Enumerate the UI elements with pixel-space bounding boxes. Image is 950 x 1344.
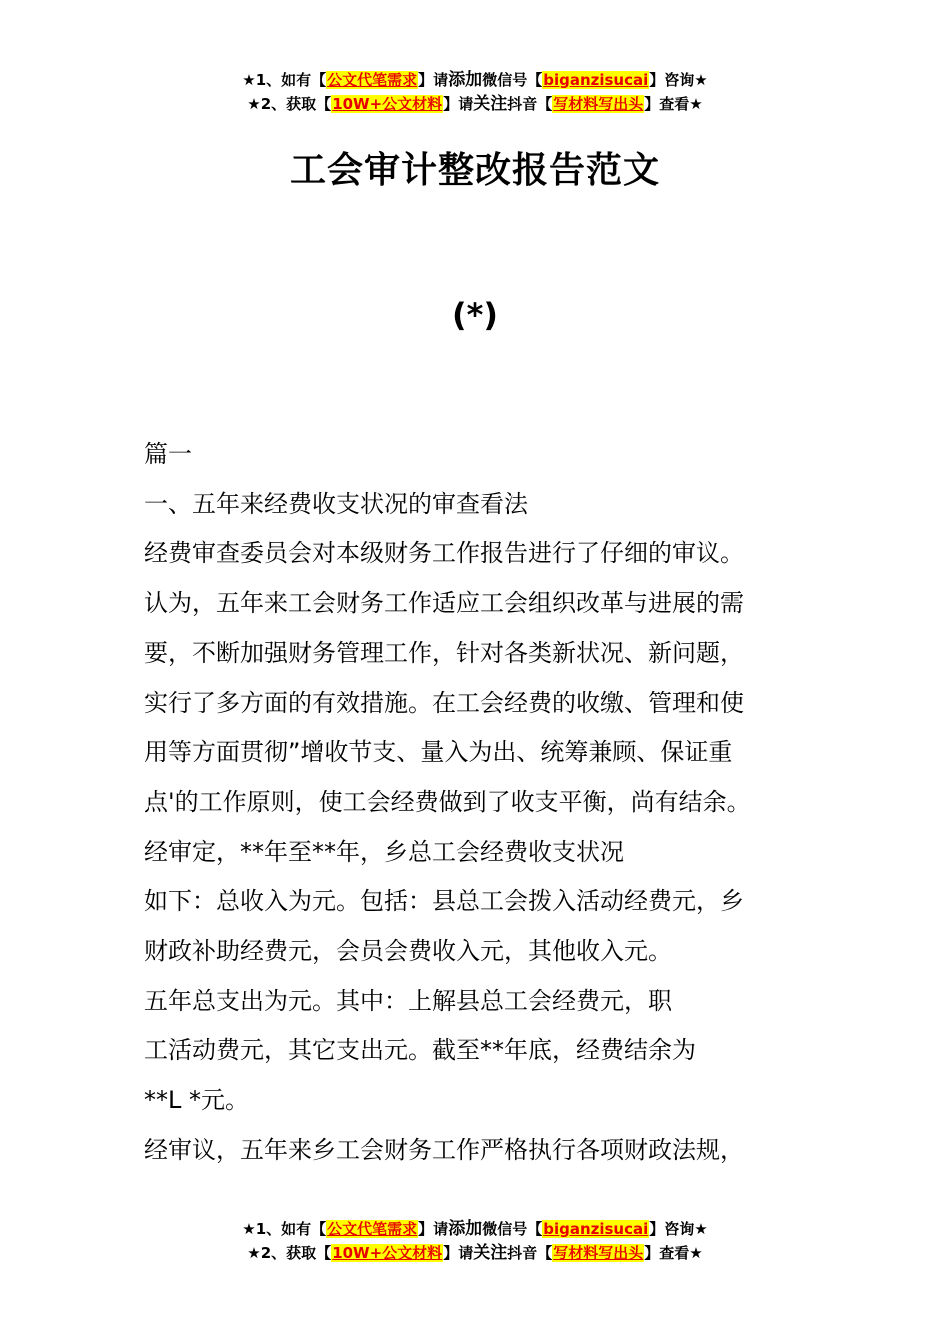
body-line: 如下：总收入为元。包括：县总工会拨入活动经费元，乡 — [144, 887, 744, 916]
body-line: 一、五年来经费收支状况的审查看法 — [144, 489, 528, 518]
highlight-wechat-id: biganzisucai — [543, 1220, 649, 1238]
body-line: 经审议，五年来乡工会财务工作严格执行各项财政法规， — [144, 1135, 744, 1164]
body-line: 点'的工作原则，使工会经费做到了收支平衡，尚有结余。 — [144, 787, 751, 816]
body-line: 经审定，**年至**年，乡总工会经费收支状况 — [144, 837, 624, 866]
highlight-service: 公文代笔需求 — [327, 1220, 418, 1238]
body-line: 经费审查委员会对本级财务工作报告进行了仔细的审议。 — [144, 539, 744, 568]
highlight-materials: 10W+公文材料 — [332, 95, 443, 113]
document-title: 工会审计整改报告范文 — [289, 150, 660, 191]
body-line: 用等方面贯彻”增收节支、量入为出、统筹兼顾、保证重 — [144, 738, 733, 767]
highlight-wechat-id: biganzisucai — [543, 71, 649, 89]
body-line: 认为，五年来工会财务工作适应工会组织改革与进展的需 — [144, 589, 744, 618]
highlight-service: 公文代笔需求 — [327, 71, 418, 89]
banner-line-1: ★1、如有【公文代笔需求】请添加微信号【biganzisucai】咨询★ — [242, 1219, 708, 1239]
highlight-douyin-id: 写材料写出头 — [553, 1244, 644, 1262]
header-banner — [0, 68, 950, 116]
body-line: 要，不断加强财务管理工作，针对各类新状况、新问题， — [144, 638, 744, 667]
document-subtitle: (*) — [452, 296, 498, 334]
body-line: 工活动费元，其它支出元。截至**年底，经费结余为 — [144, 1036, 696, 1065]
body-line: 篇一 — [144, 440, 192, 468]
highlight-materials: 10W+公文材料 — [332, 1244, 443, 1262]
banner-line-2: ★2、获取【10W+公文材料】请关注抖音【写材料写出头】查看★ — [247, 94, 703, 114]
highlight-douyin-id: 写材料写出头 — [553, 95, 644, 113]
banner-line-1: ★1、如有【公文代笔需求】请添加微信号【biganzisucai】咨询★ — [242, 70, 708, 90]
footer-banner — [0, 1217, 950, 1265]
body-line: 实行了多方面的有效措施。在工会经费的收缴、管理和使 — [144, 688, 744, 717]
body-line: **L *元。 — [144, 1086, 249, 1115]
body-line: 财政补助经费元，会员会费收入元，其他收入元。 — [144, 937, 672, 966]
document-body — [144, 430, 814, 1176]
banner-line-2: ★2、获取【10W+公文材料】请关注抖音【写材料写出头】查看★ — [247, 1243, 703, 1263]
body-line: 五年总支出为元。其中：上解县总工会经费元，职 — [144, 986, 672, 1015]
